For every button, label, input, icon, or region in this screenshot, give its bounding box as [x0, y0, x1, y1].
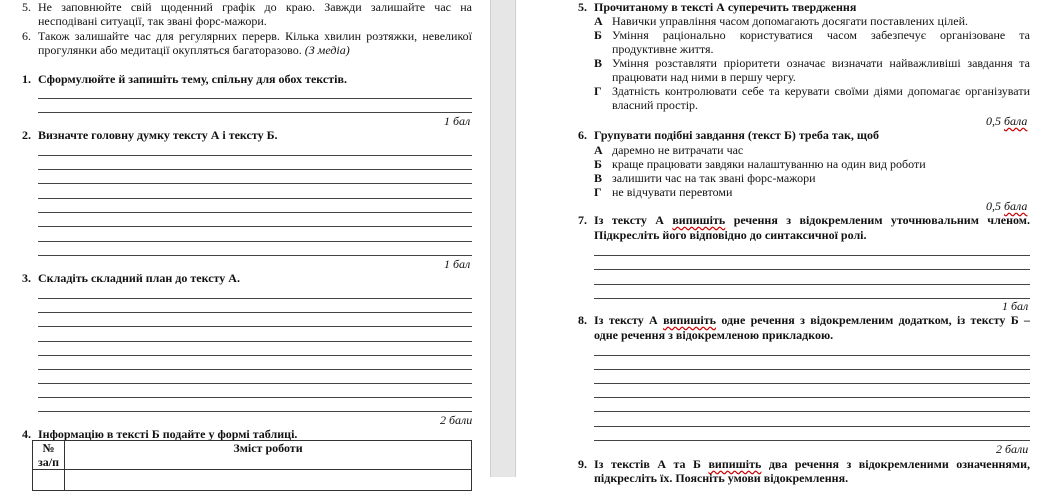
item6-source: (З медіа) — [304, 43, 350, 57]
q5-number: 5. — [578, 0, 587, 14]
left-page — [0, 0, 490, 477]
q6-number: 6. — [578, 128, 587, 142]
q6-score — [986, 199, 1027, 214]
q7-line1 — [594, 213, 1030, 227]
q7-pre: Із тексту А — [594, 213, 673, 227]
answer-line[interactable] — [38, 169, 472, 170]
item6-line1: Також залишайте час для регулярних перерв. Кілька хвилин розтяжки, невеликої — [38, 29, 472, 43]
option-text-cont: працювати над ними в першу чергу. — [612, 70, 796, 84]
table-header-number-line2: за/п — [37, 455, 60, 469]
option-letter: Б — [594, 28, 602, 42]
table-cell[interactable] — [33, 470, 65, 491]
option-text-cont: продуктивне життя. — [612, 42, 714, 56]
answer-line[interactable] — [594, 284, 1030, 285]
q5-option-a[interactable] — [594, 14, 968, 28]
q8-line2: одне речення з відокремленою прикладкою. — [594, 328, 834, 342]
option-text: залишити час на так звані форс-мажори — [612, 171, 816, 185]
option-letter: В — [594, 56, 603, 70]
table-cell[interactable] — [65, 470, 472, 491]
q5-score — [986, 114, 1027, 129]
answer-line[interactable] — [38, 383, 472, 384]
option-text: Уміння раціонально користуватися часом забезпечує організоване та — [612, 28, 1030, 42]
answer-line[interactable] — [38, 397, 472, 398]
item5-line1: Не заповнюйте свій щоденний графік до краю. Завжди залишайте час на — [38, 0, 472, 14]
answer-line[interactable] — [38, 369, 472, 370]
option-text-cont: власний простір. — [612, 98, 699, 112]
q3-text: Складіть складний план до тексту А. — [38, 271, 240, 285]
answer-line[interactable] — [594, 355, 1030, 356]
answer-line[interactable] — [594, 397, 1030, 398]
q9-verb: випишіть — [708, 457, 762, 471]
q5-option-c[interactable] — [594, 56, 1030, 84]
table-header-number — [33, 441, 65, 470]
table-header-content: Зміст роботи — [65, 441, 472, 470]
answer-line[interactable] — [38, 255, 472, 256]
answer-line[interactable] — [594, 269, 1030, 270]
q9-post: два речення з відокремленими означеннями, — [761, 457, 1030, 471]
option-text: Навички управління часом допомагають досягати поставлених цілей. — [612, 14, 969, 28]
answer-line[interactable] — [594, 411, 1030, 412]
table-row — [33, 470, 472, 491]
answer-line[interactable] — [38, 212, 472, 213]
option-letter: Б — [594, 157, 602, 171]
q1-text: Сформулюйте й запишіть тему, спільну для обох текстів. — [38, 72, 347, 86]
answer-line[interactable] — [38, 411, 472, 412]
item5-number: 5. — [22, 0, 31, 14]
answer-line[interactable] — [38, 326, 472, 327]
page-gutter — [490, 0, 516, 477]
table-header-number-line1: № — [42, 441, 55, 455]
q8-score: 2 бали — [996, 442, 1029, 456]
answer-line[interactable] — [38, 198, 472, 199]
q4-text: Інформацію в тексті Б подайте у формі таблиці. — [38, 427, 298, 441]
q8-pre: Із тексту А — [594, 313, 664, 327]
answer-line[interactable] — [38, 183, 472, 184]
answer-line[interactable] — [38, 241, 472, 242]
answer-line[interactable] — [594, 255, 1030, 256]
q6-option-a[interactable] — [594, 143, 743, 157]
q6-option-b[interactable] — [594, 157, 926, 171]
answer-line[interactable] — [38, 312, 472, 313]
q3-number: 3. — [22, 271, 31, 285]
option-text: не відчувати перевтоми — [612, 185, 733, 199]
q8-line1 — [594, 313, 1030, 327]
q5-text: Прочитаному в тексті А суперечить твердження — [594, 0, 857, 14]
option-letter: Г — [594, 84, 602, 98]
option-letter: А — [594, 14, 603, 28]
answer-line[interactable] — [594, 440, 1030, 441]
q7-verb: випишіть — [672, 213, 726, 227]
option-letter: А — [594, 143, 603, 157]
table-header-row — [33, 441, 472, 470]
q5-option-b[interactable] — [594, 28, 1030, 56]
q7-line2: Підкресліть його відповідно до синтаксичної ролі. — [594, 228, 867, 242]
answer-line[interactable] — [594, 298, 1030, 299]
answer-line[interactable] — [38, 98, 472, 99]
q7-score: 1 бал — [1002, 299, 1029, 313]
answer-line[interactable] — [594, 369, 1030, 370]
q9-number: 9. — [578, 457, 587, 471]
q9-pre: Із текстів А та Б — [594, 457, 709, 471]
item6-line2 — [38, 43, 350, 57]
item6-number: 6. — [22, 29, 31, 43]
q5-score-unit: бала — [1004, 114, 1028, 128]
option-text: даремно не витрачати час — [612, 143, 744, 157]
q2-score: 1 бал — [444, 257, 471, 271]
answer-line[interactable] — [38, 112, 472, 113]
option-letter: Г — [594, 185, 602, 199]
answer-line[interactable] — [594, 426, 1030, 427]
q1-number: 1. — [22, 72, 31, 86]
info-table — [32, 440, 472, 491]
answer-line[interactable] — [38, 155, 472, 156]
answer-line[interactable] — [38, 298, 472, 299]
item5-line2: несподівані ситуації, так звані форс-мажори. — [38, 14, 267, 28]
q3-score: 2 бали — [440, 413, 473, 427]
item6-line2-text: прогулянки або медитації окупляться багаторазово. — [38, 43, 302, 57]
answer-line[interactable] — [594, 383, 1030, 384]
q8-verb: випишіть — [663, 313, 716, 327]
answer-line[interactable] — [38, 226, 472, 227]
option-letter: В — [594, 171, 603, 185]
q5-option-d[interactable] — [594, 84, 1030, 112]
q9-line1 — [594, 457, 1030, 471]
q9-line2: підкресліть їх. Поясніть умови відокремлення. — [594, 471, 849, 485]
q7-number: 7. — [578, 213, 587, 227]
right-page — [514, 0, 1042, 485]
q8-post: одне речення з відокремленим додатком, із тексту Б – — [716, 313, 1030, 327]
option-text: Здатність контролювати себе та керувати своїми діями допомагає організувати — [612, 84, 1030, 98]
q1-score: 1 бал — [444, 114, 471, 128]
q8-number: 8. — [578, 313, 587, 327]
q6-text: Групувати подібні завдання (текст Б) треба так, щоб — [594, 128, 880, 142]
q6-score-value: 0,5 — [986, 199, 1001, 213]
q6-option-d[interactable] — [594, 185, 732, 199]
q2-text: Визначте головну думку тексту А і тексту Б. — [38, 128, 278, 142]
q2-number: 2. — [22, 128, 31, 142]
answer-line[interactable] — [38, 341, 472, 342]
q4-number: 4. — [22, 427, 31, 441]
q6-option-c[interactable] — [594, 171, 816, 185]
option-text: краще працювати завдяки налаштуванню на один вид роботи — [612, 157, 926, 171]
option-text: Уміння розставляти пріоритети означає визначати найважливіші завдання та — [612, 56, 1030, 70]
q7-post: речення з відокремленим уточнювальним членом. — [725, 213, 1030, 227]
q5-score-value: 0,5 — [986, 114, 1001, 128]
q6-score-unit: бала — [1004, 199, 1028, 213]
answer-line[interactable] — [38, 355, 472, 356]
